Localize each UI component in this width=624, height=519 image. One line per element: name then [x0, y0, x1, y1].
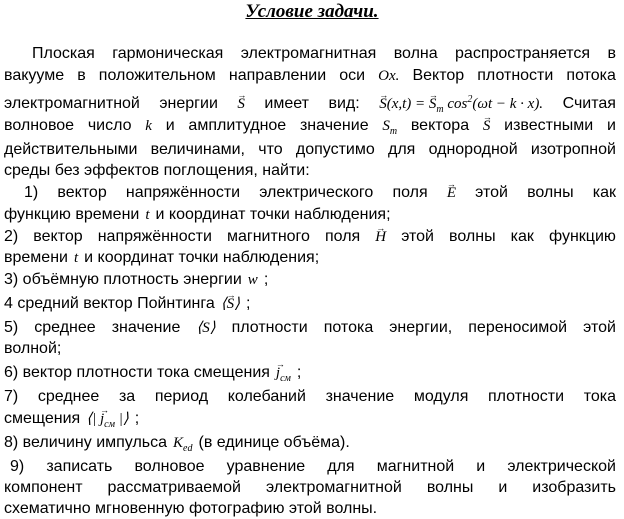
item-3: 3) объёмную плотность энергии w ;: [4, 271, 269, 288]
item-2-line-1: 2) вектор напряжённости магнитного поля → H этой волны как функцию: [4, 227, 616, 247]
intro-line-6: среды без эффектов поглощения, найти:: [4, 162, 310, 179]
intro-line-5: действительными величинами, что допустимо для однородной изотропной: [4, 141, 616, 158]
problem-title: Условие задачи.: [245, 1, 379, 22]
intro-line-2: вакууме в положительном направлении оси Ox. Вектор плотности потока: [4, 67, 616, 84]
item-7-line-1: 7) среднее за период колебаний значение модуля плотности тока: [4, 388, 616, 405]
intro-line-4: волновое число k и амплитудное значение $S_m$ вектора → S известными и: [4, 116, 616, 142]
intro-line-1: Плоская гармоническая электромагнитная волна распространяется в: [32, 45, 616, 62]
item-6: 6) вектор плотности тока смещения → $j_{см}$ ;: [4, 363, 616, 389]
item-9-line-2: компонент рассматриваемой электромагнитной волны и изобразить: [4, 479, 616, 496]
item-7-line-2: смещения ⟨| → $j_{см}$ |⟩ ;: [4, 409, 616, 435]
item-9-line-3: схематично мгновенную фотографию этой волны.: [4, 500, 378, 517]
item-5-line-2: волной;: [4, 340, 62, 357]
item-1-line-1: 1) вектор напряжённости электрического поля → E этой волны как: [24, 183, 616, 203]
item-8: 8) величину импульса $K_{ed}$ (в единице объёма).: [4, 434, 350, 454]
item-4: 4 средний вектор Пойнтинга ⟨→ S⟩ ;: [4, 294, 616, 314]
item-2-line-2: времени t и координат точки наблюдения;: [4, 249, 320, 266]
item-5-line-1: 5) среднее значение ⟨S⟩ плотности потока энергии, переносимой этой: [4, 319, 616, 336]
item-9-line-1: 9) записать волновое уравнение для магнитной и электрической: [10, 458, 616, 475]
item-1-line-2: функцию времени t и координат точки наблюдения;: [4, 206, 391, 223]
intro-line-3: электромагнитной энергии → S имеет вид: → S(x,t) = → $S_m$ $\cos^2(\omega t - k \cdot x)$. Считая: [4, 90, 616, 120]
